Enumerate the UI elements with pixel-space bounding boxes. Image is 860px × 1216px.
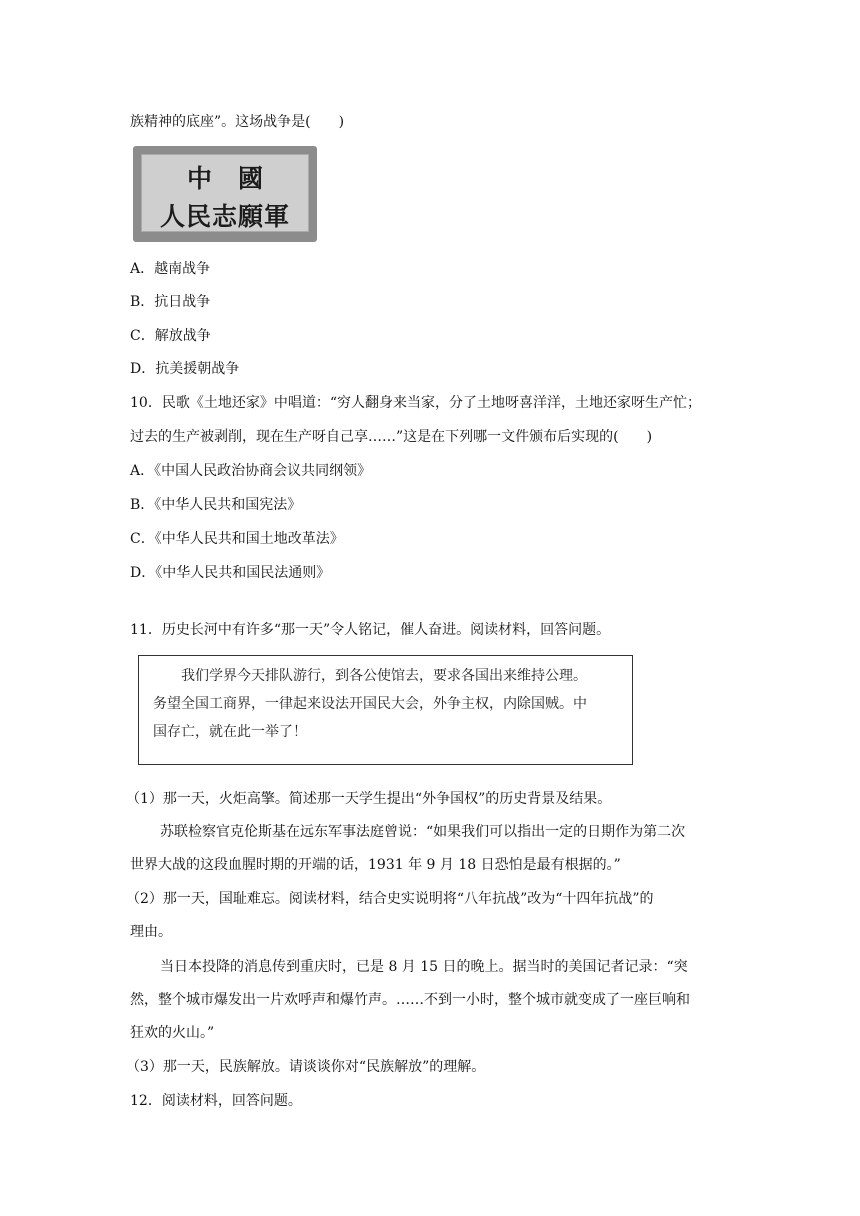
q11-material3-line2: 然，整个城市爆发出一片欢呼声和爆竹声。……不到一小时，整个城市就变成了一座巨响和 (130, 992, 690, 1008)
q9-option-b: B．抗日战争 (130, 294, 211, 310)
q11-sub1: （1）那一天，火炬高擎。简述那一天学生提出“外争国权”的历史背景及结果。 (126, 791, 612, 807)
q11-stem: 11．历史长河中有许多“那一天”令人铭记，催人奋进。阅读材料，回答问题。 (130, 622, 611, 638)
q10-stem-line2: 过去的生产被剥削，现在生产呀自己享……”这是在下列哪一文件颁布后实现的( ) (130, 429, 653, 445)
q9-stem-tail: 族精神的底座”。这场战争是( ) (130, 114, 345, 130)
q9-option-c: C．解放战争 (130, 328, 211, 344)
q11-quote-box (138, 655, 633, 765)
q10-option-a: A．《中国人民政治协商会议共同纲领》 (130, 463, 372, 479)
q11-sub3: （3）那一天，民族解放。请谈谈你对“民族解放”的理解。 (126, 1059, 486, 1075)
quote-line: 务望全国工商界，一律起来设法开国民大会，外争主权，内除国贼。中 (153, 696, 587, 712)
badge-text-row2: 人民志願軍 (159, 202, 290, 231)
q10-option-d: D．《中华人民共和国民法通则》 (130, 565, 331, 581)
quote-line: 我们学界今天排队游行，到各公使馆去，要求各国出来维持公理。 (181, 668, 587, 684)
q12-stem: 12．阅读材料，回答问题。 (130, 1093, 302, 1109)
q10-stem-line1: 10．民歌《土地还家》中唱道：“穷人翻身来当家，分了土地呀喜洋洋，土地还家呀生产忙； (130, 395, 701, 411)
q9-option-d: D．抗美援朝战争 (130, 361, 240, 377)
q10-option-c: C．《中华人民共和国土地改革法》 (130, 531, 344, 547)
q9-option-a: A．越南战争 (130, 261, 211, 277)
q11-material3-line3: 狂欢的火山。” (130, 1025, 215, 1041)
quote-line: 国存亡，就在此一举了！ (153, 724, 307, 740)
q11-sub2-line2: 理由。 (130, 924, 172, 940)
q11-material2-line1: 苏联检察官克伦斯基在远东军事法庭曾说：“如果我们可以指出一定的日期作为第二次 (160, 824, 686, 840)
q11-sub2-line1: （2）那一天，国耻难忘。阅读材料，结合史实说明将“八年抗战”改为“十四年抗战”的 (126, 891, 654, 907)
q11-material2-line2: 世界大战的这段血腥时期的开端的话，1931 年 9 月 18 日恐怕是最有根据的。” (130, 857, 621, 873)
q11-material3-line1: 当日本投降的消息传到重庆时，已是 8 月 15 日的晚上。据当时的美国记者记录：“突 (160, 959, 688, 975)
q10-option-b: B．《中华人民共和国宪法》 (130, 497, 302, 513)
volunteer-army-badge-image (133, 146, 317, 242)
badge-text-row1: 中國 (186, 164, 289, 193)
